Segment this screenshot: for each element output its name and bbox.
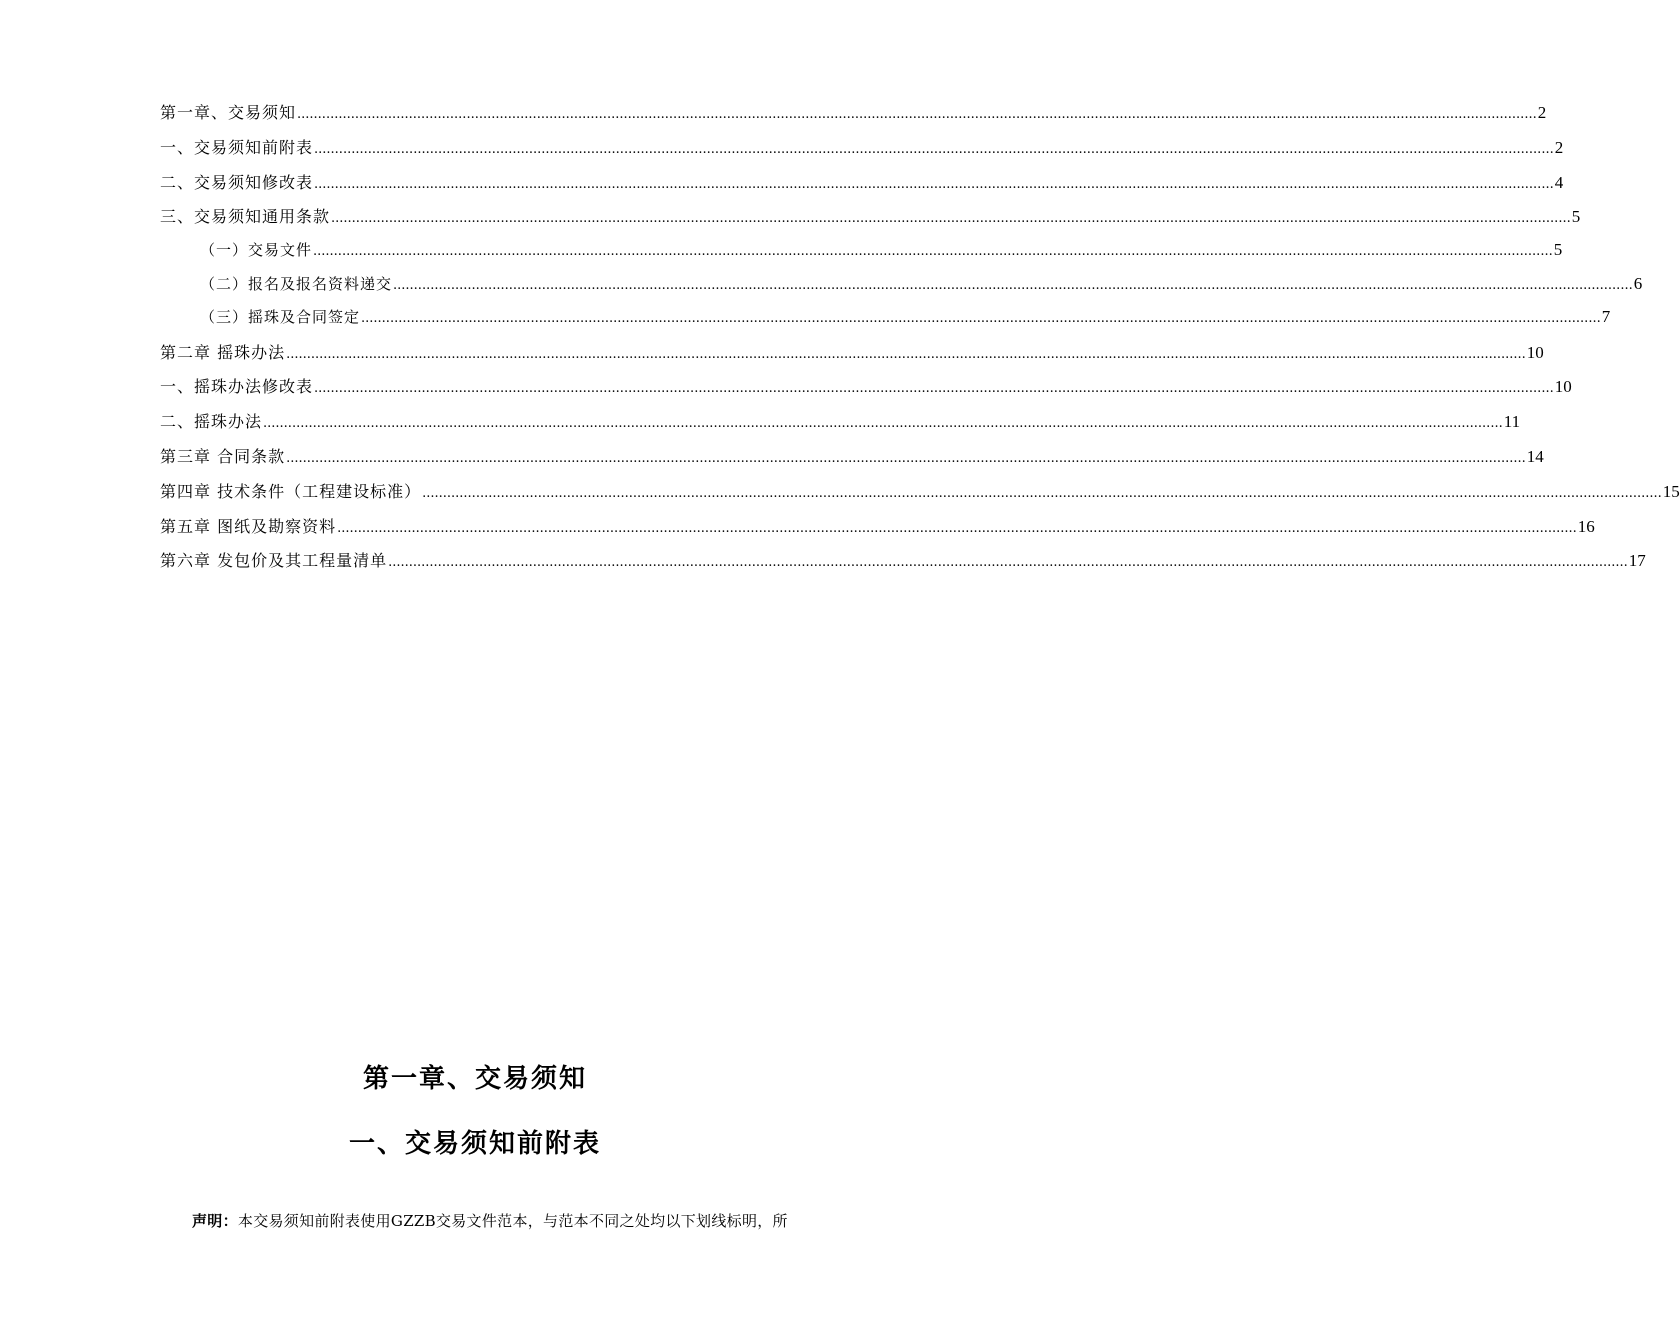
- toc-leader-dots: ............................................................................................................................................................................................................................................................................................................: [297, 107, 1537, 122]
- toc-leader-dots: ............................................................................................................................................................................................................................................................................................................: [422, 485, 1662, 501]
- toc-entry[interactable]: [160, 170, 1564, 205]
- toc-entry[interactable]: [160, 548, 1646, 583]
- toc-entry-page: 7: [1601, 307, 1611, 327]
- toc-leader-dots: ............................................................................................................................................................................................................................................................................................................: [337, 520, 1577, 536]
- toc-leader-dots: ............................................................................................................................................................................................................................................................................................................: [286, 451, 1526, 467]
- toc-entry-page: 14: [1526, 447, 1544, 467]
- toc-entry[interactable]: [160, 239, 1563, 273]
- toc-leader-dots: ............................................................................................................................................................................................................................................................................................................: [286, 346, 1526, 362]
- toc-entry[interactable]: [160, 100, 1547, 135]
- toc-entry-title: 第三章 合同条款: [160, 447, 286, 467]
- toc-entry-title: 第二章 摇珠办法: [160, 342, 286, 362]
- chapter-heading: 第一章、交易须知: [362, 1064, 587, 1094]
- toc-leader-dots: ............................................................................................................................................................................................................................................................................................................: [313, 244, 1553, 260]
- table-of-contents: [160, 100, 1680, 583]
- toc-entry-page: 11: [1503, 412, 1521, 432]
- toc-entry-title: 第五章 图纸及勘察资料: [160, 516, 337, 536]
- toc-entry[interactable]: [160, 204, 1581, 239]
- toc-entry-title: 第六章 发包价及其工程量清单: [160, 551, 388, 571]
- toc-leader-dots: ............................................................................................................................................................................................................................................................................................................: [393, 277, 1633, 293]
- toc-entry-title: 一、交易须知前附表: [160, 137, 314, 157]
- toc-entry-title: 第四章 技术条件（工程建设标准）: [160, 481, 422, 501]
- toc-entry-page: 6: [1633, 273, 1643, 293]
- toc-entry-page: 10: [1554, 377, 1572, 397]
- toc-leader-dots: ............................................................................................................................................................................................................................................................................................................: [361, 311, 1601, 327]
- toc-entry[interactable]: [160, 514, 1595, 549]
- toc-entry-title: （三）摇珠及合同签定: [200, 308, 361, 327]
- declaration-text: 本交易须知前附表使用GZZB交易文件范本，与范本不同之处均以下划线标明，所: [237, 1212, 788, 1230]
- toc-entry-title: 三、交易须知通用条款: [160, 207, 331, 227]
- toc-leader-dots: ............................................................................................................................................................................................................................................................................................................: [314, 381, 1554, 397]
- toc-entry-page: 5: [1553, 240, 1563, 260]
- toc-entry-title: （一）交易文件: [200, 241, 313, 260]
- toc-leader-dots: ............................................................................................................................................................................................................................................................................................................: [331, 211, 1571, 227]
- toc-entry-page: 15: [1662, 481, 1680, 501]
- toc-entry[interactable]: [160, 374, 1572, 409]
- toc-entry[interactable]: [160, 273, 1643, 307]
- toc-entry-page: 2: [1537, 103, 1547, 122]
- toc-entry[interactable]: [160, 409, 1521, 444]
- toc-entry-title: （二）报名及报名资料递交: [200, 274, 393, 293]
- toc-entry[interactable]: [160, 444, 1544, 479]
- toc-entry[interactable]: [160, 340, 1544, 375]
- toc-entry-page: 4: [1554, 172, 1564, 192]
- toc-entry-title: 二、摇珠办法: [160, 412, 263, 432]
- declaration-label: 声明：: [192, 1212, 238, 1230]
- toc-entry[interactable]: [160, 479, 1680, 514]
- declaration-paragraph: [192, 1210, 788, 1231]
- toc-leader-dots: ............................................................................................................................................................................................................................................................................................................: [263, 416, 1503, 432]
- toc-entry-title: 一、摇珠办法修改表: [160, 377, 314, 397]
- toc-entry[interactable]: [160, 306, 1611, 340]
- toc-entry[interactable]: [160, 135, 1564, 170]
- toc-leader-dots: ............................................................................................................................................................................................................................................................................................................: [314, 141, 1554, 157]
- toc-entry-page: 2: [1554, 137, 1564, 157]
- toc-entry-page: 17: [1628, 551, 1646, 571]
- toc-leader-dots: ............................................................................................................................................................................................................................................................................................................: [388, 555, 1628, 571]
- toc-entry-page: 16: [1577, 516, 1595, 536]
- toc-entry-title: 第一章、交易须知: [160, 103, 297, 122]
- toc-leader-dots: ............................................................................................................................................................................................................................................................................................................: [314, 176, 1554, 192]
- toc-entry-title: 二、交易须知修改表: [160, 172, 314, 192]
- section-heading: 一、交易须知前附表: [348, 1129, 601, 1159]
- toc-entry-page: 10: [1526, 342, 1544, 362]
- toc-entry-page: 5: [1571, 207, 1581, 227]
